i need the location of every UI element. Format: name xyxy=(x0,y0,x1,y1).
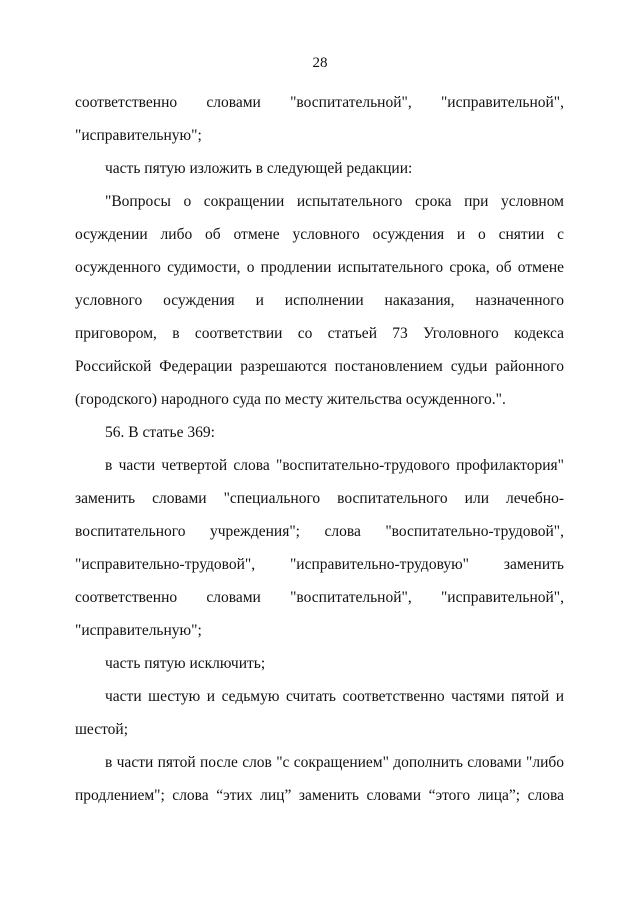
text-line: в части пятой после слов "с сокращением" дополнить словами "либо xyxy=(105,754,564,771)
text-line: Российской Федерации разрешаются постановлением судьи районного xyxy=(75,358,564,375)
text-line: часть пятую исключить; xyxy=(105,655,266,672)
page-number: 28 xyxy=(312,55,328,71)
text-line: "исправительно-трудовой", "исправительно-трудовую" заменить xyxy=(75,556,564,573)
text-line: "исправительную"; xyxy=(75,622,202,639)
text-line: "исправительную"; xyxy=(75,127,202,144)
text-line: осуждении либо об отмене условного осуждения и о снятии с xyxy=(75,226,564,243)
text-line: в части четвертой слова "воспитательно-трудового профилактория" xyxy=(105,457,564,474)
text-line: осужденного судимости, о продлении испытательного срока, об отмене xyxy=(75,259,564,276)
text-line: шестой; xyxy=(75,721,129,738)
text-line: продлением"; слова “этих лиц” заменить словами “этого лица”; слова xyxy=(75,787,564,804)
text-line: заменить словами "специального воспитательного или лечебно- xyxy=(75,490,564,507)
text-line: соответственно словами "воспитательной", "исправительной", xyxy=(75,589,564,606)
text-line: 56. В статье 369: xyxy=(105,424,215,441)
text-line: части шестую и седьмую считать соответственно частями пятой и xyxy=(105,688,564,705)
text-line: соответственно словами "воспитательной", "исправительной", xyxy=(75,94,564,111)
text-line: приговором, в соответствии со статьей 73 Уголовного кодекса xyxy=(75,325,564,342)
text-line: воспитательного учреждения"; слова "воспитательно-трудовой", xyxy=(75,523,564,540)
text-line: "Вопросы о сокращении испытательного срока при условном xyxy=(105,193,564,210)
text-line: (городского) народного суда по месту жительства осужденного.". xyxy=(75,391,506,408)
text-line: условного осуждения и исполнении наказания, назначенного xyxy=(75,292,564,309)
text-line: часть пятую изложить в следующей редакции: xyxy=(105,160,413,177)
